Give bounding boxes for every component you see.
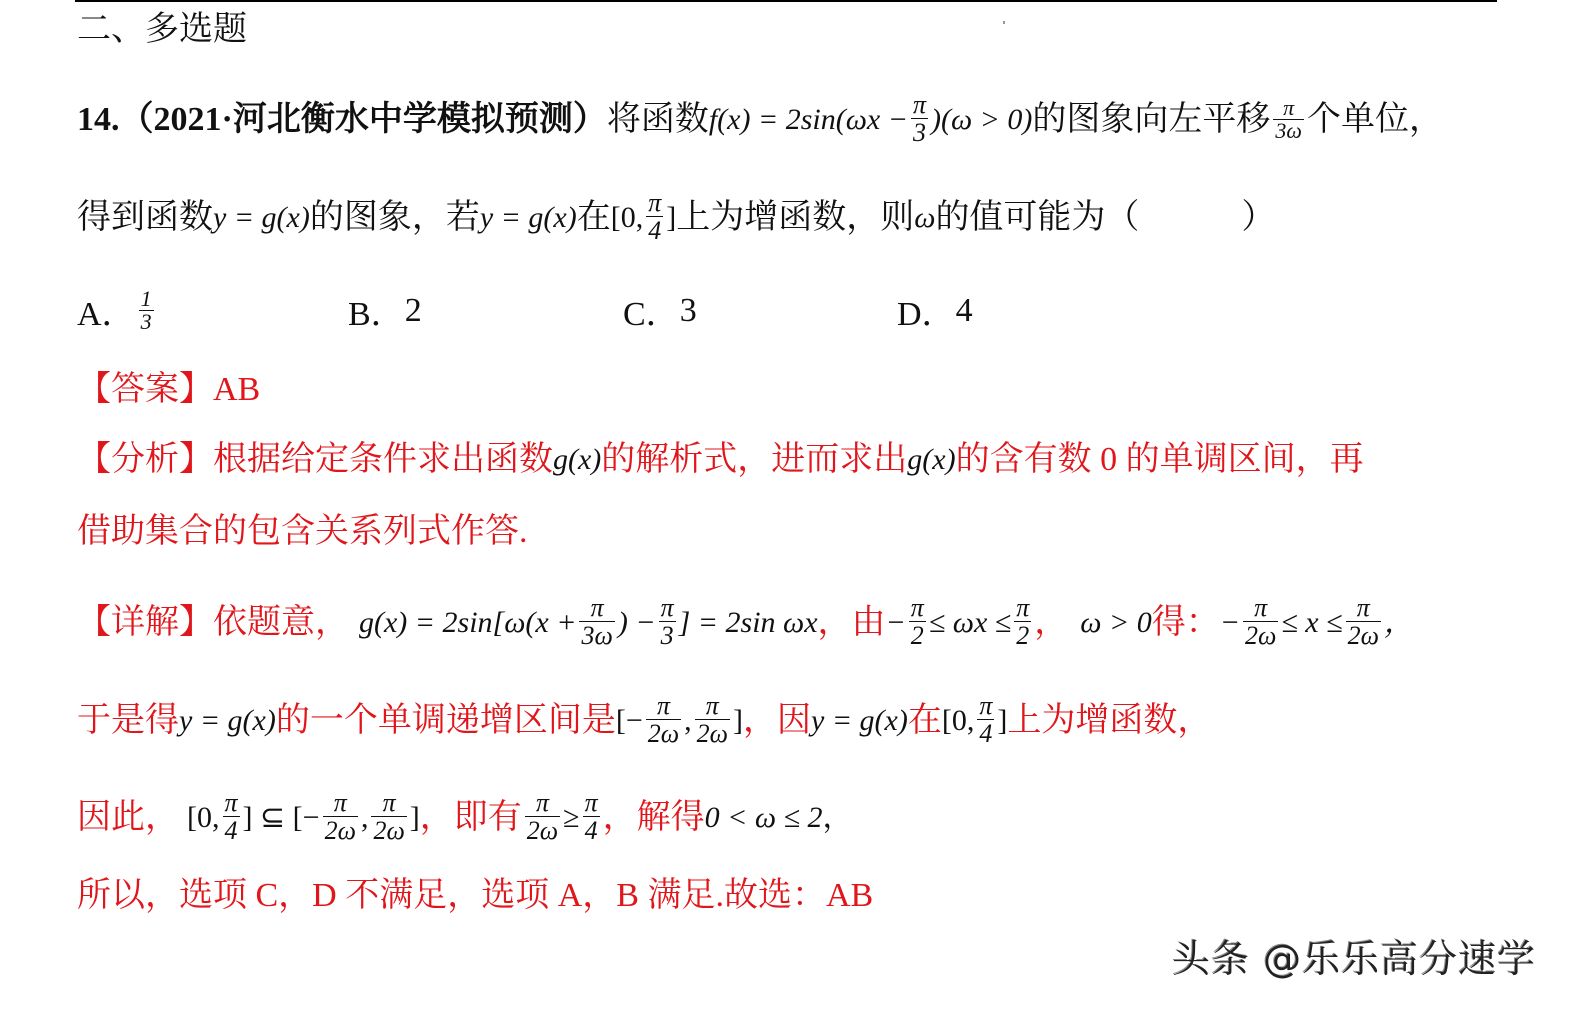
detail-line-4 — [77, 876, 873, 916]
fraction: $\frac{\pi}{4}$ — [584, 788, 598, 845]
detail-line-1 — [77, 595, 1414, 650]
math-expr: ω — [914, 200, 936, 234]
math-expr: 0 < ω ≤ 2 — [704, 800, 823, 834]
detail-text: ，因 — [743, 701, 811, 739]
option-a — [77, 286, 157, 335]
question-number: 14. — [77, 100, 120, 138]
question-text: 的图象向左平移 — [1032, 100, 1271, 138]
option-d — [897, 286, 973, 335]
math-expr: [0, — [610, 200, 644, 234]
fraction: $\frac{\pi}{3\omega}$ — [581, 593, 613, 650]
answer-line — [77, 370, 260, 410]
math-expr: − — [1219, 605, 1240, 639]
analysis-text: 的解析式，进而求出 — [601, 441, 908, 478]
math-expr: ≤ x ≤ — [1281, 605, 1343, 639]
math-expr: ω > 0 — [1080, 605, 1152, 639]
detail-tag: 【详解】 — [77, 603, 213, 641]
detail-text: ，即有 — [419, 798, 522, 836]
option-value: 3 — [679, 291, 697, 329]
option-value: 4 — [955, 291, 973, 329]
conclusion-text: 所以，选项 C，D 不满足，选项 A，B 满足.故选：AB — [77, 877, 874, 914]
math-expr: ] = 2sin ωx — [678, 605, 818, 639]
question-source: （2021·河北衡水中学模拟预测） — [119, 100, 607, 138]
math-expr: [0, — [187, 800, 220, 834]
fraction: $\frac{\pi}{2}$ — [1016, 593, 1030, 650]
analysis-line-2 — [77, 512, 528, 552]
fraction: $\frac{\pi}{2\omega}$ — [1244, 593, 1277, 650]
fraction: $\frac{\pi}{4}$ — [224, 788, 238, 845]
fraction: $\frac{\pi}{2\omega}$ — [696, 691, 728, 748]
math-expr: y = g(x) — [479, 200, 577, 234]
option-label: B． — [348, 296, 405, 333]
fraction: $\frac{\pi}{2\omega}$ — [526, 788, 559, 845]
math-expr: ] — [733, 703, 743, 737]
math-expr: y = g(x) — [213, 200, 310, 234]
question-text: 得到函数 — [77, 198, 213, 236]
detail-text: 依题意， — [213, 603, 349, 641]
math-expr: ] — [666, 200, 677, 234]
detail-text: 在 — [907, 701, 942, 739]
question-line-1 — [77, 92, 1443, 147]
math-expr: ， — [1383, 605, 1414, 639]
math-expr: ] — [409, 800, 420, 834]
question-text: 在 — [576, 198, 611, 236]
analysis-text: 借助集合的包含关系列式作答. — [77, 513, 528, 550]
detail-text: ，解得 — [602, 798, 705, 836]
math-expr: )(ω > 0) — [931, 102, 1033, 136]
detail-text: 得： — [1151, 603, 1220, 641]
fraction: $\frac{\pi}{2\omega}$ — [647, 691, 680, 748]
fraction: $\frac{\pi}{2\omega}$ — [373, 788, 405, 845]
option-b — [348, 286, 422, 335]
speck — [1003, 21, 1005, 24]
analysis-text: 根据给定条件求出函数 — [213, 441, 553, 478]
top-rule — [75, 0, 1497, 2]
detail-text: ， — [817, 603, 852, 641]
math-expr: ≥ — [563, 800, 580, 834]
answer-tag: 【答案】 — [77, 371, 213, 408]
fraction: $\frac{\pi}{2\omega}$ — [1347, 593, 1379, 650]
math-expr: ， — [822, 800, 853, 834]
question-line-2 — [77, 190, 1275, 245]
math-expr: [− — [615, 703, 643, 737]
detail-text: 于是得 — [77, 701, 179, 739]
math-expr: g(x) = 2sin[ω(x + — [359, 605, 577, 639]
analysis-text: 的含有数 0 的单调区间，再 — [955, 441, 1364, 478]
fraction: $\frac{\pi}{4}$ — [648, 188, 662, 245]
detail-text: 的一个单调递增区间是 — [275, 701, 616, 739]
math-expr: g(x) — [553, 443, 602, 476]
fraction: $\frac{\pi}{4}$ — [979, 691, 993, 748]
math-expr: ) − — [617, 605, 656, 639]
detail-text: 上为增函数， — [1007, 701, 1212, 739]
math-expr: ≤ ωx ≤ — [928, 605, 1012, 639]
option-value: 2 — [404, 291, 422, 329]
math-expr: , — [684, 703, 692, 737]
answer-value: AB — [213, 371, 261, 408]
fraction: $\frac{1}{3}$ — [140, 286, 152, 334]
detail-line-3 — [77, 790, 853, 845]
question-text: 的值可能为（ ） — [935, 198, 1276, 236]
fraction: $\frac{\pi}{3}$ — [660, 593, 674, 650]
math-expr: y = g(x) — [811, 703, 908, 737]
detail-line-2 — [77, 693, 1211, 748]
fraction: $\frac{\pi}{2}$ — [910, 593, 924, 650]
detail-text: 由 — [851, 603, 886, 641]
math-expr: , — [360, 800, 369, 834]
detail-text: ， — [1034, 603, 1069, 641]
fraction: $\frac{\pi}{3}$ — [912, 90, 926, 147]
watermark: 头条 @乐乐高分速学 — [1172, 937, 1537, 981]
fraction: $\frac{\pi}{3\omega}$ — [1275, 95, 1302, 143]
question-text: 的图象，若 — [309, 198, 480, 236]
math-expr: ] ⊆ [− — [242, 800, 320, 834]
math-expr: f(x) = 2sin(ωx − — [708, 102, 908, 136]
math-expr: g(x) — [907, 443, 956, 476]
option-label: D． — [897, 296, 956, 333]
option-c — [623, 286, 697, 335]
section-title — [77, 10, 247, 50]
math-expr: − — [885, 605, 906, 639]
question-text: 上为增函数，则 — [676, 198, 915, 236]
math-expr: ] — [997, 703, 1008, 737]
question-text: 个单位， — [1306, 100, 1443, 138]
analysis-line-1 — [77, 440, 1364, 480]
fraction: $\frac{\pi}{2\omega}$ — [324, 788, 356, 845]
section-title-text: 二、多选题 — [77, 11, 247, 48]
question-text: 将函数 — [606, 100, 709, 138]
math-expr: [0, — [941, 703, 975, 737]
option-label: C． — [623, 296, 680, 333]
detail-text: 因此， — [77, 798, 179, 836]
analysis-tag: 【分析】 — [77, 441, 213, 478]
math-expr: y = g(x) — [179, 703, 276, 737]
option-label: A． — [77, 296, 136, 333]
